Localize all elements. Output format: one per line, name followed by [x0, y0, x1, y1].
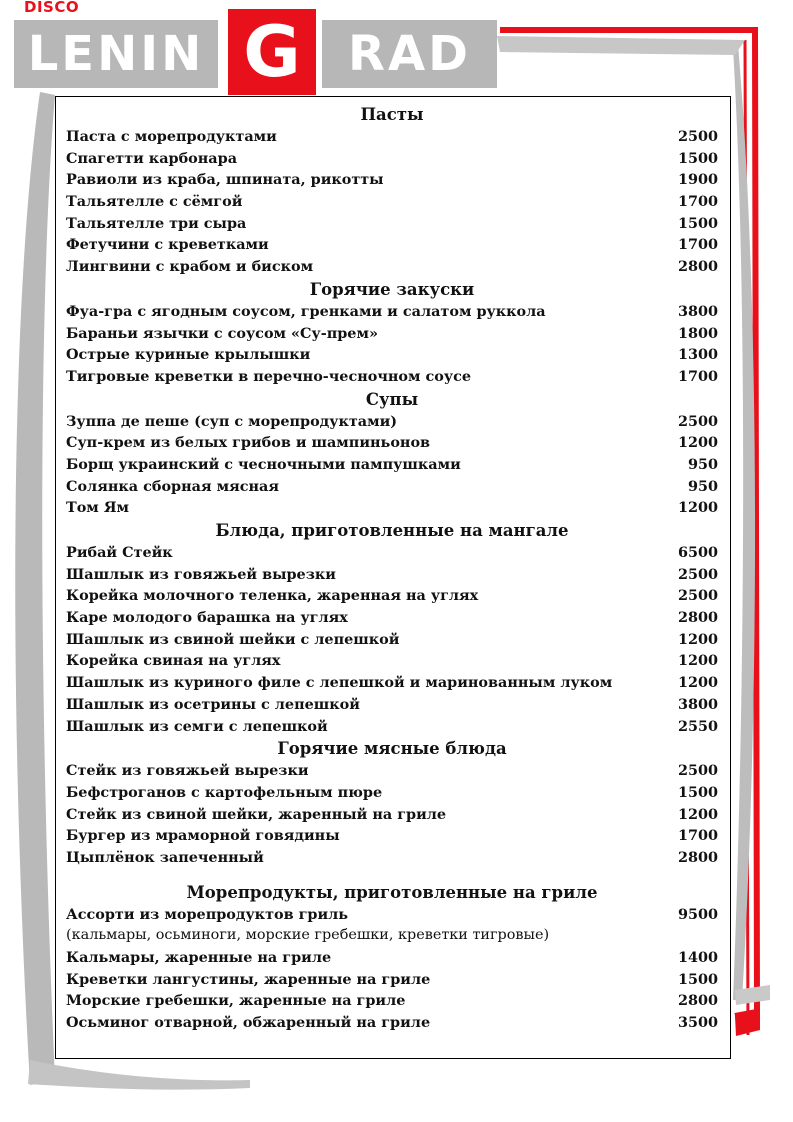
section-title: Горячие мясные блюда — [277, 739, 507, 759]
menu-item — [66, 650, 718, 672]
menu-item — [66, 607, 718, 629]
item-note: (кальмары, осьминоги, морские гребешки, креветки тигровые) — [66, 927, 550, 944]
menu-item — [66, 716, 718, 738]
item-name: Цыплёнок запеченный — [66, 848, 264, 866]
item-price: 1200 — [677, 434, 718, 452]
menu-card — [55, 96, 731, 1059]
item-name: Шашлык из куриного филе с лепешкой и маринованным луком — [66, 674, 613, 692]
item-price: 2550 — [677, 717, 718, 735]
item-name: Борщ украинский с чесночными пампушками — [66, 455, 461, 473]
menu-item — [66, 804, 718, 826]
menu-item — [66, 1012, 718, 1034]
item-name: Корейка молочного теленка, жаренная на углях — [66, 587, 479, 605]
menu-item — [66, 323, 718, 345]
item-price: 1700 — [677, 367, 718, 385]
item-price: 3500 — [677, 1014, 718, 1032]
item-price: 3800 — [677, 302, 718, 320]
item-name: Ассорти из морепродуктов гриль — [66, 905, 349, 923]
section-title: Горячие закуски — [309, 279, 475, 299]
item-price: 1400 — [677, 949, 718, 966]
item-price: 1900 — [677, 171, 718, 189]
menu-item — [66, 366, 718, 388]
item-price: 2500 — [677, 412, 718, 430]
menu-item — [66, 629, 718, 651]
item-name: Шашлык из свиной шейки с лепешкой — [66, 630, 400, 648]
item-price: 1300 — [677, 346, 718, 364]
section-title: Пасты — [360, 105, 424, 124]
section-title: Морепродукты, приготовленные на гриле — [186, 882, 598, 902]
item-name: Бараньи язычки с соусом «Су-прем» — [66, 324, 378, 342]
menu-item — [66, 301, 718, 323]
menu-item — [66, 411, 718, 433]
item-price: 1500 — [677, 783, 718, 801]
item-price: 2800 — [677, 258, 718, 276]
item-price: 9500 — [677, 905, 718, 923]
menu-item — [66, 782, 718, 804]
item-name: Стейк из говяжьей вырезки — [66, 762, 309, 780]
menu-item — [66, 234, 718, 256]
menu-item — [66, 947, 718, 969]
item-price: 3800 — [677, 695, 718, 713]
menu-item — [66, 432, 718, 454]
item-name: Фуа-гра с ягодным соусом, гренками и салатом руккола — [66, 302, 546, 320]
logo-rad-text: RAD — [322, 20, 497, 88]
item-price: 2500 — [677, 762, 718, 780]
item-price: 2500 — [677, 565, 718, 583]
item-name: Зуппа де пеше (суп с морепродуктами) — [66, 412, 398, 430]
menu-item — [66, 497, 718, 519]
menu-item — [66, 969, 718, 991]
item-name: Морские гребешки, жаренные на гриле — [66, 992, 406, 1010]
item-name: Солянка сборная мясная — [66, 477, 279, 495]
item-price: 1500 — [677, 970, 718, 988]
menu-item — [66, 169, 718, 191]
item-name: Шашлык из осетрины с лепешкой — [66, 695, 360, 713]
menu-item — [66, 344, 718, 366]
menu-item — [66, 126, 718, 148]
menu-item — [66, 847, 718, 869]
section-title: Супы — [365, 389, 419, 409]
item-price: 1200 — [677, 499, 718, 517]
item-name: Острые куриные крылышки — [66, 346, 311, 364]
item-name: Корейка свиная на углях — [66, 652, 281, 670]
item-price: 2800 — [677, 992, 718, 1010]
menu-item — [66, 990, 718, 1012]
leningrad-logo — [0, 0, 520, 96]
menu-item — [66, 191, 718, 213]
item-name: Шашлык из говяжьей вырезки — [66, 565, 336, 583]
item-price: 6500 — [677, 544, 718, 561]
item-price: 1700 — [677, 827, 718, 845]
item-price: 1700 — [677, 193, 718, 211]
item-name: Тальятелле три сыра — [66, 214, 247, 232]
item-name: Каре молодого барашка на углях — [66, 609, 348, 627]
item-price: 1500 — [677, 149, 718, 167]
item-name: Тигровые креветки в перечно-чесночном соусе — [66, 367, 472, 385]
item-name: Лингвини с крабом и биском — [66, 258, 314, 276]
item-price: 1700 — [677, 236, 718, 254]
item-price: 2800 — [677, 609, 718, 627]
item-price: 950 — [687, 477, 718, 495]
menu-item — [66, 213, 718, 235]
menu-item — [66, 454, 718, 476]
menu-item — [66, 694, 718, 716]
menu-item — [66, 476, 718, 498]
item-price: 1800 — [677, 324, 718, 342]
menu-item — [66, 672, 718, 694]
item-name: Фетучини с креветками — [66, 236, 269, 254]
item-name: Бургер из мраморной говядины — [66, 827, 340, 845]
section-title: Блюда, приготовленные на мангале — [215, 521, 569, 540]
menu-item — [66, 564, 718, 586]
item-name: Паста с морепродуктами — [66, 128, 277, 145]
item-name: Стейк из свиной шейки, жаренный на гриле — [66, 805, 447, 823]
item-price: 950 — [687, 455, 718, 473]
item-name: Осьминог отварной, обжаренный на гриле — [66, 1014, 431, 1032]
logo-g-letter: G — [228, 9, 316, 95]
item-price: 1500 — [677, 214, 718, 232]
item-name: Шашлык из семги с лепешкой — [66, 717, 328, 735]
item-name: Суп-крем из белых грибов и шампиньонов — [66, 434, 431, 452]
item-name: Тальятелле с сёмгой — [66, 193, 243, 211]
item-price: 1200 — [677, 805, 718, 823]
item-name: Кальмары, жаренные на гриле — [66, 949, 332, 966]
item-name: Равиоли из краба, шпината, рикотты — [66, 171, 384, 189]
item-price: 2500 — [677, 128, 718, 145]
menu-item — [66, 825, 718, 847]
menu-item — [66, 760, 718, 782]
menu-item — [66, 585, 718, 607]
item-price: 2500 — [677, 587, 718, 605]
item-name: Бефстроганов с картофельным пюре — [66, 783, 383, 801]
menu-item — [66, 256, 718, 278]
item-price: 2800 — [677, 848, 718, 866]
item-name: Креветки лангустины, жаренные на гриле — [66, 970, 431, 988]
menu-item — [66, 542, 718, 564]
item-price: 1200 — [677, 652, 718, 670]
logo-disco-text: DISCO — [24, 0, 80, 16]
item-price: 1200 — [677, 630, 718, 648]
logo-lenin-text: LENIN — [14, 20, 218, 88]
menu-item — [66, 148, 718, 170]
item-name: Том Ям — [66, 499, 130, 517]
menu-item — [66, 904, 718, 926]
item-name: Рибай Стейк — [66, 544, 173, 561]
item-name: Спагетти карбонара — [66, 149, 238, 167]
item-price: 1200 — [677, 674, 718, 692]
